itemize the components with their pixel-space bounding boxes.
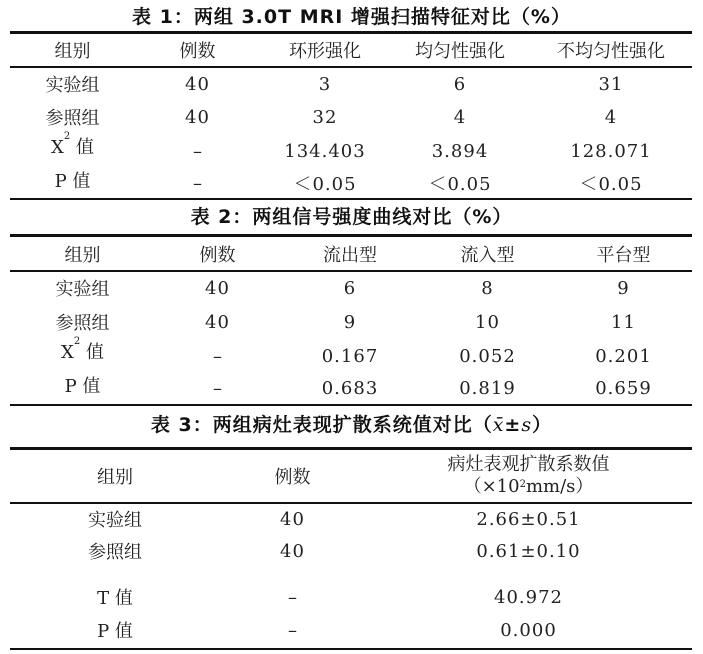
table1-cell: 4 xyxy=(453,106,467,128)
table2-cell: 0.167 xyxy=(321,345,379,367)
table1-top-rule xyxy=(10,31,692,34)
table2-cell: 9 xyxy=(617,277,630,299)
table2-header-group: 组别 xyxy=(64,245,101,266)
table3-cell: 0.61±0.10 xyxy=(476,540,581,562)
table2-cell: 0.659 xyxy=(595,377,652,399)
table1-cell: 31 xyxy=(598,73,624,95)
table2-header-plateau: 平台型 xyxy=(596,245,651,266)
table1-header-row xyxy=(10,35,692,65)
table2-cell: 6 xyxy=(343,277,357,299)
table3-header-adc: 病灶表观扩散系数值 $(\times 10^2mm/s)$ xyxy=(447,454,610,497)
table-row xyxy=(10,168,692,198)
table1-header-nonuniform: 不均匀性强化 xyxy=(557,41,665,62)
table1-header-count: 例数 xyxy=(179,41,216,62)
table3-cell: – xyxy=(288,586,297,608)
table2-cell: 11 xyxy=(611,311,636,333)
table2-header-count: 例数 xyxy=(199,245,236,266)
table2-cell: 40 xyxy=(205,277,230,299)
table2-header-row xyxy=(10,238,692,270)
table2-cell: P 值 xyxy=(64,376,101,397)
table1-cell: 6 xyxy=(453,73,467,95)
table2-cell: 9 xyxy=(343,311,357,333)
table3-header-row xyxy=(10,451,692,501)
table1-cell: 134.403 xyxy=(284,140,366,162)
table2-cell: 0.201 xyxy=(595,345,652,367)
table1-cell: ＜0.05 xyxy=(579,174,643,195)
table3-top-rule xyxy=(10,447,692,450)
table-row xyxy=(10,306,692,338)
table2-cell: 40 xyxy=(205,311,230,333)
table-row xyxy=(10,133,692,169)
table1-bottom-rule xyxy=(10,198,692,200)
table3-cell: 40 xyxy=(280,508,305,530)
table2-cell: – xyxy=(213,377,222,399)
table3-cell: 40 xyxy=(280,540,305,562)
table1-cell: 实验组 xyxy=(45,75,100,96)
table1-cell: 参照组 xyxy=(45,108,100,129)
table2-cell: 0.052 xyxy=(459,345,516,367)
table2-bottom-rule xyxy=(10,404,692,406)
table3-cell: – xyxy=(288,619,297,641)
table2-top-rule xyxy=(10,234,692,237)
table-row xyxy=(10,373,692,403)
table3-cell: T 值 xyxy=(97,588,133,609)
table3-cell: P 值 xyxy=(97,621,133,642)
table1-cell: 4 xyxy=(604,106,618,128)
table-row xyxy=(10,272,692,304)
table-row xyxy=(10,615,692,645)
table1-cell: ＜0.05 xyxy=(428,174,492,195)
table2-cell: 0.683 xyxy=(321,377,379,399)
table-row xyxy=(10,101,692,133)
table3-cell: 实验组 xyxy=(88,510,142,531)
table1-chi-label: $X^2$ 值 xyxy=(51,131,94,158)
table1-cell: 3.894 xyxy=(431,140,489,162)
table1-cell: 40 xyxy=(185,106,210,128)
table1-cell: 32 xyxy=(312,106,338,128)
table2-header-outflow: 流出型 xyxy=(323,245,377,266)
table3-header-group: 组别 xyxy=(97,467,133,488)
table1-cell: P 值 xyxy=(54,171,91,192)
table3-cell: 0.000 xyxy=(500,619,557,641)
table3-bottom-rule xyxy=(10,648,692,650)
table2-cell: 10 xyxy=(475,311,500,333)
table2-cell: 8 xyxy=(481,277,494,299)
table2-header-inflow: 流入型 xyxy=(460,245,515,266)
table1-header-uniform: 均匀性强化 xyxy=(415,41,505,62)
table3-header-count: 例数 xyxy=(274,467,311,488)
table1-cell: – xyxy=(193,140,202,162)
table-row xyxy=(10,504,692,534)
table2-title: 表 2：两组信号强度曲线对比（%） xyxy=(190,206,513,228)
table3-cell: 40.972 xyxy=(494,586,563,608)
table3-cell: 2.66±0.51 xyxy=(476,508,581,530)
table1-title: 表 1：两组 3.0T MRI 增强扫描特征对比（%） xyxy=(132,6,571,28)
table-row xyxy=(10,536,692,566)
table-row xyxy=(10,68,692,100)
table2-cell: 0.819 xyxy=(459,377,516,399)
table1-cell: 3 xyxy=(318,73,332,95)
table2-chi-label: $X^2$ 值 xyxy=(61,336,104,363)
table2-cell: 实验组 xyxy=(55,279,110,300)
table1-header-ring: 环形强化 xyxy=(289,41,361,62)
table3-cell: 参照组 xyxy=(88,542,142,563)
table3-title: 表 3：两组病灶表现扩散系统值对比（x̄±s） xyxy=(150,414,553,436)
table1-cell: – xyxy=(193,172,202,194)
table1-cell: 128.071 xyxy=(570,140,652,162)
table2-cell: 参照组 xyxy=(55,313,110,334)
table1-cell: ＜0.05 xyxy=(293,174,357,195)
table-row xyxy=(10,338,692,374)
table2-cell: – xyxy=(213,345,222,367)
table1-header-group: 组别 xyxy=(54,41,91,62)
table1-cell: 40 xyxy=(185,73,210,95)
table-row xyxy=(10,582,692,612)
